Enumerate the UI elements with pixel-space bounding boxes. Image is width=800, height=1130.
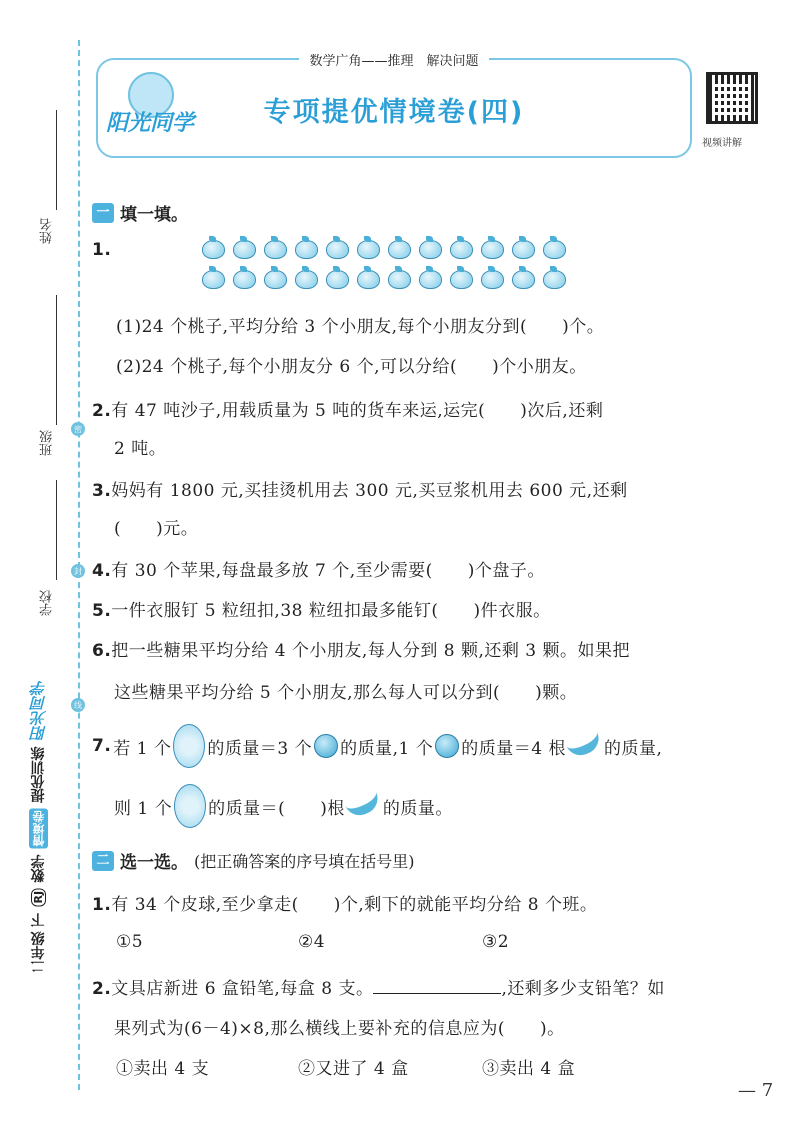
section-title: 填一填。 [120,205,188,225]
peach-icon [448,236,473,258]
question-1a: (1)24 个桃子,平均分给 3 个小朋友,每个小朋友分到( )个。 [116,317,605,337]
peach-icon [417,266,442,288]
answer-blank-line[interactable] [373,993,501,994]
series-label [28,680,49,973]
mc-question-1: 1.有 34 个皮球,至少拿走( )个,剩下的就能平均分给 8 个班。 [92,895,598,915]
seal-dot-mi: 密 [71,422,85,436]
apple-icon [435,734,459,758]
question-3: 3.妈妈有 1800 元,买挂烫机用去 300 元,买豆浆机用去 600 元,还剩 [92,481,628,501]
question-4: 4.有 30 个苹果,每盘最多放 7 个,至少需要( )个盘子。 [92,561,545,581]
peach-icon [479,236,504,258]
mc-1-option-3: ③2 [482,932,510,952]
peach-icon [231,266,256,288]
peach-icon [293,266,318,288]
series-training: 提优训练 [30,746,47,802]
question-5: 5.一件衣服钉 5 粒纽扣,38 粒纽扣最多能钉( )件衣服。 [92,601,551,621]
class-underline [56,295,57,425]
section-hint: (把正确答案的序号填在括号里) [194,852,415,871]
section-number: 二 [92,851,114,871]
binding-margin [0,0,92,1130]
melon-icon [174,784,206,828]
peach-icon [324,266,349,288]
apple-icon [314,734,338,758]
qr-code-icon[interactable] [706,72,758,124]
peach-icon [200,266,225,288]
mc-1-option-2: ②4 [298,932,326,952]
peach-icon [386,236,411,258]
name-underline [56,110,57,210]
question-6-cont: 这些糖果平均分给 5 个小朋友,那么每人可以分到( )颗。 [114,683,578,703]
mc-2-option-2: ②又进了 4 盒 [298,1059,409,1079]
series-badge: 情境卷 [29,808,48,848]
school-underline [56,480,57,580]
peach-icon [510,236,535,258]
section-multiple-choice [92,848,415,873]
peach-icon [355,236,380,258]
seal-dot-feng: 封 [71,564,85,578]
peach-icon [448,266,473,288]
banana-icon [345,792,383,821]
section-title: 选一选。 [120,853,188,873]
name-label: 姓名 [40,218,55,244]
logo-text: 阳光同学 [106,111,195,136]
mc-question-2: 2.文具店新进 6 盒铅笔,每盒 8 支。 ,还剩多少支铅笔？如 [92,979,665,999]
question-7: 7. 若 1 个 的质量＝3 个 的质量,1 个 的质量＝4 根 的质量, [92,724,662,768]
peach-row [200,236,566,258]
peach-icon [541,236,566,258]
series-subject: 数学 [30,854,47,882]
peach-icon [293,236,318,258]
peach-icon [479,266,504,288]
peach-icon [200,236,225,258]
peach-icon [386,266,411,288]
series-grade: 二年级 下 [30,912,47,974]
page-number: — 7 [738,1080,774,1101]
mc-2-option-3: ③卖出 4 盒 [482,1059,576,1079]
peach-row [200,266,566,288]
question-3-cont: ( )元。 [114,519,199,539]
question-7-cont: 则 1 个 的质量＝( )根 的质量。 [114,784,453,828]
question-1-number: 1. [92,240,112,260]
question-2-cont: 2 吨。 [114,439,167,459]
series-brand: 阳光同学 [30,680,48,740]
banana-icon [566,732,604,761]
title-banner [96,54,692,158]
question-2: 2.有 47 吨沙子,用载质量为 5 吨的货车来运,运完( )次后,还剩 [92,401,604,421]
mc-2-option-1: ①卖出 4 支 [116,1059,210,1079]
peach-icon [417,236,442,258]
qr-label: 视频讲解 [702,138,742,149]
peach-icon [262,266,287,288]
page-title: 专项提优情境卷(四) [263,97,525,128]
mc-1-option-1: ①5 [116,932,144,952]
peach-icon [231,236,256,258]
melon-icon [173,724,205,768]
series-edition: RJ [31,888,46,907]
question-1b: (2)24 个桃子,每个小朋友分 6 个,可以分给( )个小朋友。 [116,357,587,377]
peach-icon [262,236,287,258]
mc-question-2-cont: 果列式为(6－4)×8,那么横线上要补充的信息应为( )。 [114,1019,565,1039]
section-fill-in [92,200,188,225]
peach-icon [355,266,380,288]
class-label: 班级 [40,430,55,456]
unit-subtitle: 数学广角——推理 解决问题 [98,50,690,69]
question-6: 6.把一些糖果平均分给 4 个小朋友,每人分到 8 颗,还剩 3 颗。如果把 [92,641,630,661]
peach-icon [324,236,349,258]
school-label: 学校 [40,590,55,616]
seal-dot-xian: 线 [71,698,85,712]
peach-icon [541,266,566,288]
section-number: 一 [92,203,114,223]
peach-icon [510,266,535,288]
